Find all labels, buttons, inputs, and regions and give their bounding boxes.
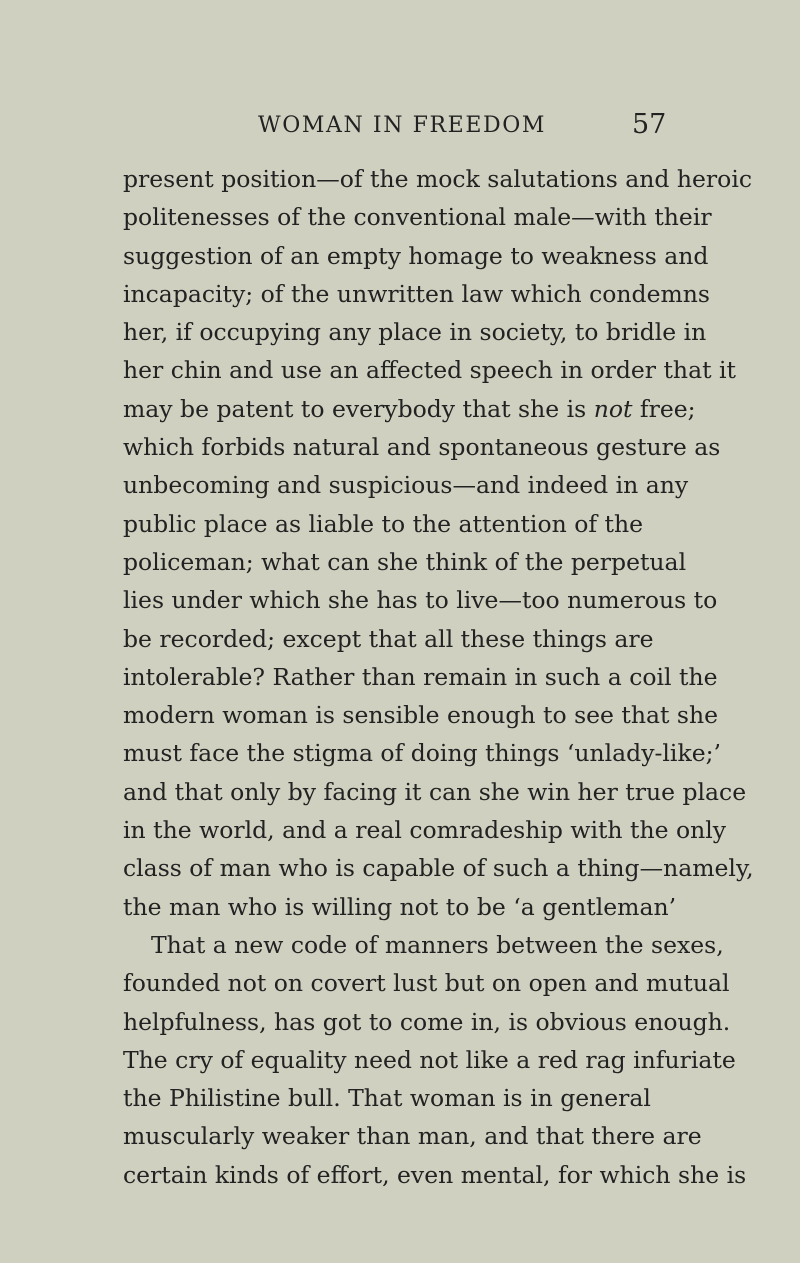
text-line: public place as liable to the attention of the	[123, 509, 643, 538]
text-line: certain kinds of effort, even mental, for which she is	[123, 1160, 747, 1189]
text-line: must face the stigma of doing things ‘unlady-like;’	[123, 739, 721, 768]
text-line: present position—of the mock salutations and heroic	[123, 165, 752, 193]
text-line: founded not on covert lust but on open and mutual	[123, 969, 730, 998]
emphasis-not: not	[593, 394, 633, 423]
text-line-with-emphasis	[123, 390, 696, 428]
text-line: the Philistine bull. That woman is in general	[123, 1084, 651, 1113]
text-line: class of man who is capable of such a thing—namely,	[123, 854, 754, 883]
text-line: suggestion of an empty homage to weakness and	[123, 241, 709, 270]
text-segment: free;	[639, 394, 696, 423]
text-line: intolerable? Rather than remain in such a coil the	[123, 662, 718, 691]
text-line: The cry of equality need not like a red rag infuriate	[123, 1045, 736, 1074]
text-line: in the world, and a real comradeship with the only	[123, 816, 727, 845]
text-line: helpfulness, has got to come in, is obvious enough.	[123, 1007, 731, 1036]
text-segment: may be patent to everybody that she is	[123, 394, 587, 423]
body-text	[123, 160, 754, 1194]
text-line: the man who is willing not to be ‘a gentleman’	[123, 892, 677, 921]
text-line: muscularly weaker than man, and that there are	[123, 1122, 702, 1151]
text-line: and that only by facing it can she win her true place	[123, 777, 747, 806]
text-line: unbecoming and suspicious—and indeed in any	[123, 471, 689, 500]
text-line: be recorded; except that all these things are	[123, 624, 654, 653]
text-line: modern woman is sensible enough to see that she	[123, 701, 719, 730]
text-line: incapacity; of the unwritten law which condemns	[123, 279, 710, 308]
text-line: her chin and use an affected speech in order that it	[123, 356, 736, 385]
paragraph-start-line: That a new code of manners between the sexes,	[151, 930, 724, 959]
text-line: lies under which she has to live—too numerous to	[123, 586, 718, 615]
text-line: which forbids natural and spontaneous gesture as	[123, 433, 721, 462]
text-line: her, if occupying any place in society, to bridle in	[123, 318, 707, 347]
text-line: politenesses of the conventional male—with their	[123, 203, 712, 232]
running-head	[258, 110, 678, 142]
page-number: 57	[632, 109, 667, 140]
text-line: policeman; what can she think of the perpetual	[123, 547, 687, 576]
running-title: WOMAN IN FREEDOM	[258, 113, 546, 138]
